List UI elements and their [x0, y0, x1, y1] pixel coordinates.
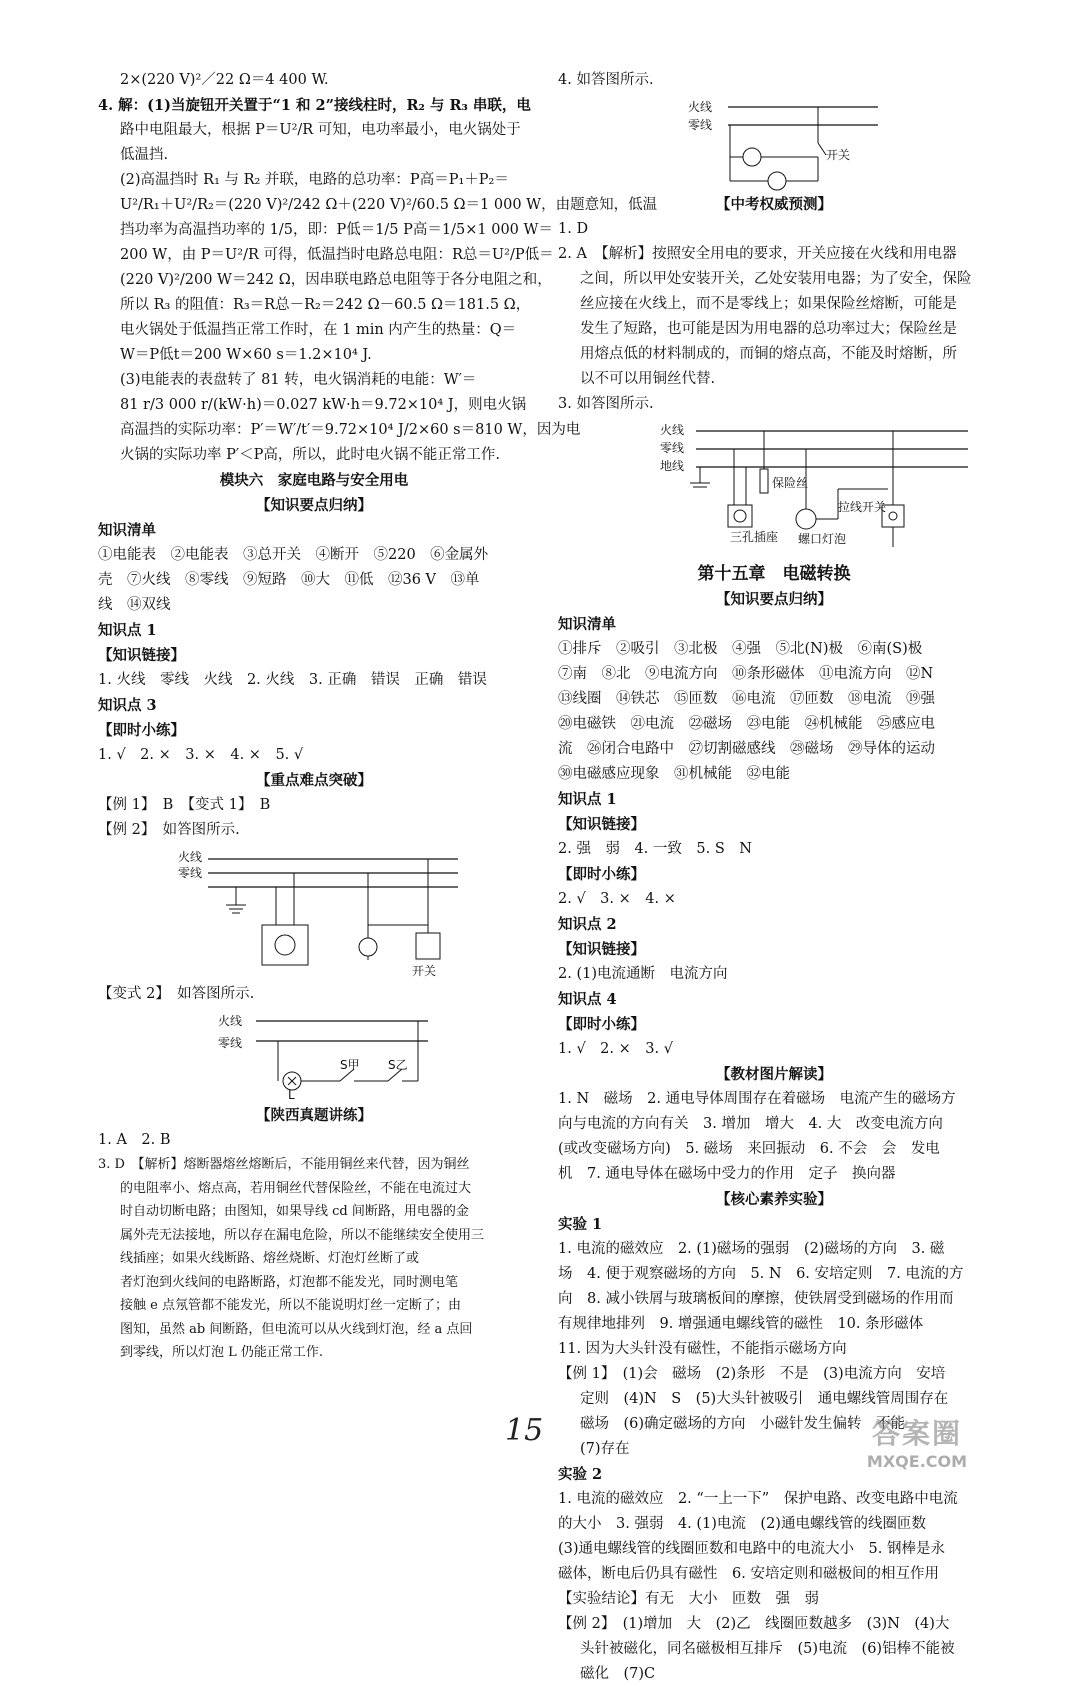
page-number: 15 — [505, 1413, 544, 1448]
left-line: 路中电阻最大，根据 P＝U²/R 可知，电功率最小，电火锅处于 — [120, 122, 521, 138]
right-line: 1. D — [558, 221, 589, 237]
label-switch: 开关 — [826, 148, 851, 162]
right-line: 【教材图片解读】 — [716, 1066, 832, 1083]
right-line: 场 4. 便于观察磁场的方向 5. N 6. 安培定则 7. 电流的方 — [558, 1266, 964, 1282]
left-line: 【变式 2】 如答图所示. — [98, 986, 255, 1002]
label-live: 火线 — [660, 423, 685, 437]
left-line: 电火锅处于低温挡正常工作时，在 1 min 内产生的热量：Q＝ — [120, 322, 517, 338]
left-line: 壳 ⑦火线 ⑧零线 ⑨短路 ⑩大 ⑪低 ⑫36 V ⑬单 — [98, 572, 480, 588]
right-line: 知识点 1 — [558, 791, 617, 808]
left-line: 知识点 1 — [98, 622, 157, 639]
watermark-line1: 答案圈 — [871, 1417, 962, 1450]
left-line: 图知，虽然 ab 间断路，但电流可以从火线到灯泡，经 a 点回 — [120, 1321, 473, 1337]
watermark-line2: MXQE.COM — [866, 1452, 968, 1471]
left-line: 2×(220 V)²／22 Ω＝4 400 W. — [120, 72, 329, 88]
left-line: 高温挡的实际功率：P′＝W′/t′＝9.72×10⁴ J/2×60 s＝810 W，因为电 — [120, 422, 581, 438]
right-line: 【例 2】 (1)增加 大 (2)乙 线圈匝数越多 (3)N (4)大 — [558, 1616, 950, 1632]
right-line: 丝应接在火线上，而不是零线上；如果保险丝熔断，可能是 — [580, 296, 957, 312]
label-socket: 三孔插座 — [730, 530, 779, 544]
right-line: (7)存在 — [580, 1441, 630, 1457]
left-line: 线插座；如果火线断路、熔丝烧断、灯泡灯丝断了或 — [120, 1251, 420, 1266]
right-line: 发生了短路，也可能是因为用电器的总功率过大；保险丝是 — [580, 321, 957, 337]
right-line: 【知识链接】 — [558, 816, 645, 833]
left-line: 模块六 家庭电路与安全用电 — [219, 472, 409, 489]
right-line: 11. 因为大头针没有磁性，不能指示磁场方向 — [558, 1341, 847, 1357]
watermark-logo — [842, 1412, 992, 1471]
right-line: 1. 电流的磁效应 2. “一上一下” 保护电路、改变电路中电流 — [558, 1491, 958, 1507]
right-line: 实验 2 — [558, 1466, 603, 1483]
left-line: 知识清单 — [98, 522, 156, 539]
left-line: 【例 2】 如答图所示. — [98, 822, 240, 838]
label-s2: S乙 — [388, 1058, 408, 1072]
label-ground: 地线 — [660, 459, 685, 473]
right-line: (3)通电螺线管的线圈匝数和电路中的电流大小 5. 钢棒是永 — [558, 1541, 945, 1557]
label-neutral: 零线 — [218, 1036, 243, 1050]
right-line: 的大小 3. 强弱 4. (1)电流 (2)通电螺线管的线圈匝数 — [558, 1516, 926, 1532]
right-line: 用熔点低的材料制成的，而铜的熔点高，不能及时熔断，所 — [580, 346, 957, 362]
right-line: 1. N 磁场 2. 通电导体周围存在着磁场 电流产生的磁场方 — [558, 1091, 956, 1107]
left-line: 所以 R₃ 的阻值：R₃＝R总－R₂＝242 Ω－60.5 Ω＝181.5 Ω， — [120, 297, 531, 313]
label-neutral: 零线 — [688, 118, 713, 132]
left-line: 火锅的实际功率 P′＜P高，所以，此时电火锅不能正常工作. — [120, 447, 501, 463]
right-line: 定则 (4)N S (5)大头针被吸引 通电螺线管周围存在 — [580, 1391, 949, 1407]
right-line: ⑬线圈 ⑭铁芯 ⑮匝数 ⑯电流 ⑰匝数 ⑱电流 ⑲强 — [558, 691, 935, 707]
left-line: (3)电能表的表盘转了 81 转，电火锅消耗的电能：W′＝ — [120, 372, 477, 388]
left-line: (220 V)²/200 W＝242 Ω，因串联电路总电阻等于各分电阻之和， — [120, 272, 552, 288]
label-live: 火线 — [178, 850, 203, 864]
right-line: 实验 1 — [558, 1216, 603, 1233]
right-line: 【即时小练】 — [558, 1016, 645, 1033]
label-live: 火线 — [688, 100, 713, 114]
left-line: 【重点难点突破】 — [256, 772, 372, 789]
right-line: 3. 如答图所示. — [558, 396, 654, 412]
right-line: 以不可以用铜丝代替. — [580, 371, 716, 387]
left-line: 的电阻率小、熔点高，若用铜丝代替保险丝，不能在电流过大 — [120, 1180, 472, 1196]
left-line: 低温挡. — [120, 147, 169, 163]
right-line: 流 ㉖闭合电路中 ㉗切割磁感线 ㉘磁场 ㉙导体的运动 — [558, 741, 935, 757]
left-line: (2)高温挡时 R₁ 与 R₂ 并联，电路的总功率：P高＝P₁＋P₂＝ — [120, 172, 509, 188]
right-line: 2. √ 3. × 4. × — [558, 891, 676, 907]
label-s1: S甲 — [340, 1058, 360, 1072]
right-line: ㉚电磁感应现象 ㉛机械能 ㉜电能 — [558, 766, 790, 782]
left-line: 1. √ 2. × 3. × 4. × 5. √ — [98, 747, 304, 763]
label-neutral: 零线 — [178, 866, 203, 880]
right-line: 磁场 (6)确定磁场的方向 小磁针发生偏转 不能 — [580, 1416, 906, 1432]
left-line: ①电能表 ②电能表 ③总开关 ④断开 ⑤220 ⑥金属外 — [98, 547, 489, 563]
right-line: 机 7. 通电导体在磁场中受力的作用 定子 换向器 — [558, 1166, 896, 1182]
right-line: (或改变磁场方向) 5. 磁场 来回振动 6. 不会 会 发电 — [558, 1141, 940, 1157]
label-neutral: 零线 — [660, 441, 685, 455]
right-line: 有规律地排列 9. 增强通电螺线管的磁性 10. 条形磁体 — [558, 1316, 924, 1332]
right-line: 之间，所以甲处安装开关，乙处安装用电器；为了安全，保险 — [580, 271, 972, 287]
right-line: 第十五章 电磁转换 — [697, 564, 851, 584]
right-line: 【知识要点归纳】 — [716, 591, 832, 608]
right-line: 知识清单 — [558, 616, 616, 633]
left-line: 3. D 【解析】熔断器熔丝熔断后，不能用铜丝来代替，因为铜丝 — [98, 1157, 470, 1172]
right-line: 2. (1)电流通断 电流方向 — [558, 966, 728, 982]
right-line: 1. √ 2. × 3. √ — [558, 1041, 673, 1057]
left-line: 81 r/3 000 r/(kW·h)＝0.027 kW·h＝9.72×10⁴ J，则电火锅 — [120, 397, 527, 413]
left-line: 接触 e 点氖管都不能发光，所以不能说明灯丝一定断了；由 — [120, 1298, 461, 1313]
right-line: 【中考权威预测】 — [716, 196, 832, 213]
left-line: U²/R₁＋U²/R₂＝(220 V)²/242 Ω＋(220 V)²/60.5 Ω＝1 000 W，由题意知，低温 — [120, 197, 658, 213]
left-line: 【陕西真题讲练】 — [256, 1107, 372, 1124]
left-line: 【知识链接】 — [98, 647, 185, 664]
circuit-diagram-q3 — [638, 419, 1070, 559]
left-line: 到零线，所以灯泡 L 仍能正常工作. — [120, 1345, 324, 1360]
left-line: 知识点 3 — [98, 697, 157, 714]
label-lamp: L — [288, 1088, 295, 1102]
left-line: 200 W，由 P＝U²/R 可得，低温挡时电路总电阻：R总＝U²/P低＝ — [120, 247, 554, 263]
left-line: 线 ⑭双线 — [98, 597, 171, 613]
right-line: ①排斥 ②吸引 ③北极 ④强 ⑤北(N)极 ⑥南(S)极 — [558, 641, 923, 657]
left-line: 【知识要点归纳】 — [256, 497, 372, 514]
circuit-diagram-example-2 — [128, 845, 560, 980]
right-line: ⑳电磁铁 ㉑电流 ㉒磁场 ㉓电能 ㉔机械能 ㉕感应电 — [558, 716, 935, 732]
right-line: 2. 强 弱 4. 一致 5. S N — [558, 841, 752, 857]
right-line: 磁化 (7)C — [580, 1666, 656, 1682]
right-line: 2. A 【解析】按照安全用电的要求，开关应接在火线和用电器 — [558, 246, 957, 262]
left-line: 属外壳无法接地，所以存在漏电危险，所以不能继续安全使用三 — [120, 1227, 485, 1243]
right-line: 向 8. 减小铁屑与玻璃板间的摩擦，使铁屑受到磁场的作用而 — [558, 1291, 954, 1307]
circuit-diagram-q4 — [618, 95, 1050, 190]
right-line: 【例 1】 (1)会 磁场 (2)条形 不是 (3)电流方向 安培 — [558, 1366, 946, 1382]
label-live: 火线 — [218, 1014, 243, 1028]
left-line: 挡功率为高温挡功率的 1/5，即：P低＝1/5 P高＝1/5×1 000 W＝ — [120, 222, 553, 238]
label-switch: 开关 — [412, 964, 437, 978]
left-line: W＝P低t＝200 W×60 s＝1.2×10⁴ J. — [120, 347, 372, 363]
right-line: 【实验结论】有无 大小 匝数 强 弱 — [558, 1591, 819, 1607]
right-line: 头针被磁化，同名磁极相互排斥 (5)电流 (6)铝棒不能被 — [580, 1641, 955, 1657]
right-line: 【知识链接】 — [558, 941, 645, 958]
right-line: 知识点 4 — [558, 991, 617, 1008]
circuit-diagram-variant-2 — [128, 1009, 560, 1101]
label-switch: 拉线开关 — [838, 500, 887, 514]
right-line: 磁体，断电后仍具有磁性 6. 安培定则和磁极间的相互作用 — [558, 1566, 939, 1582]
right-line: 知识点 2 — [558, 916, 617, 933]
right-line: 向与电流的方向有关 3. 增加 增大 4. 大 改变电流方向 — [558, 1116, 943, 1132]
left-line: 1. A 2. B — [98, 1132, 171, 1148]
right-line: ⑦南 ⑧北 ⑨电流方向 ⑩条形磁体 ⑪电流方向 ⑫N — [558, 666, 934, 682]
right-line: 【核心素养实验】 — [716, 1191, 832, 1208]
right-line: 1. 电流的磁效应 2. (1)磁场的强弱 (2)磁场的方向 3. 磁 — [558, 1241, 945, 1257]
left-line: 【即时小练】 — [98, 722, 185, 739]
left-line: 时自动切断电路；由图知，如果导线 cd 间断路，用电器的金 — [120, 1204, 469, 1219]
left-line: 【例 1】 B 【变式 1】 B — [98, 797, 271, 813]
label-bulb: 螺口灯泡 — [798, 532, 847, 546]
label-fuse: 保险丝 — [772, 476, 809, 490]
left-line: 4. 解：(1)当旋钮开关置于“1 和 2”接线柱时，R₂ 与 R₃ 串联，电 — [98, 97, 531, 114]
right-line: 4. 如答图所示. — [558, 72, 654, 88]
left-line: 者灯泡到火线间的电路断路，灯泡都不能发光，同时测电笔 — [120, 1274, 459, 1290]
left-line: 1. 火线 零线 火线 2. 火线 3. 正确 错误 正确 错误 — [98, 672, 487, 688]
right-line: 【即时小练】 — [558, 866, 645, 883]
